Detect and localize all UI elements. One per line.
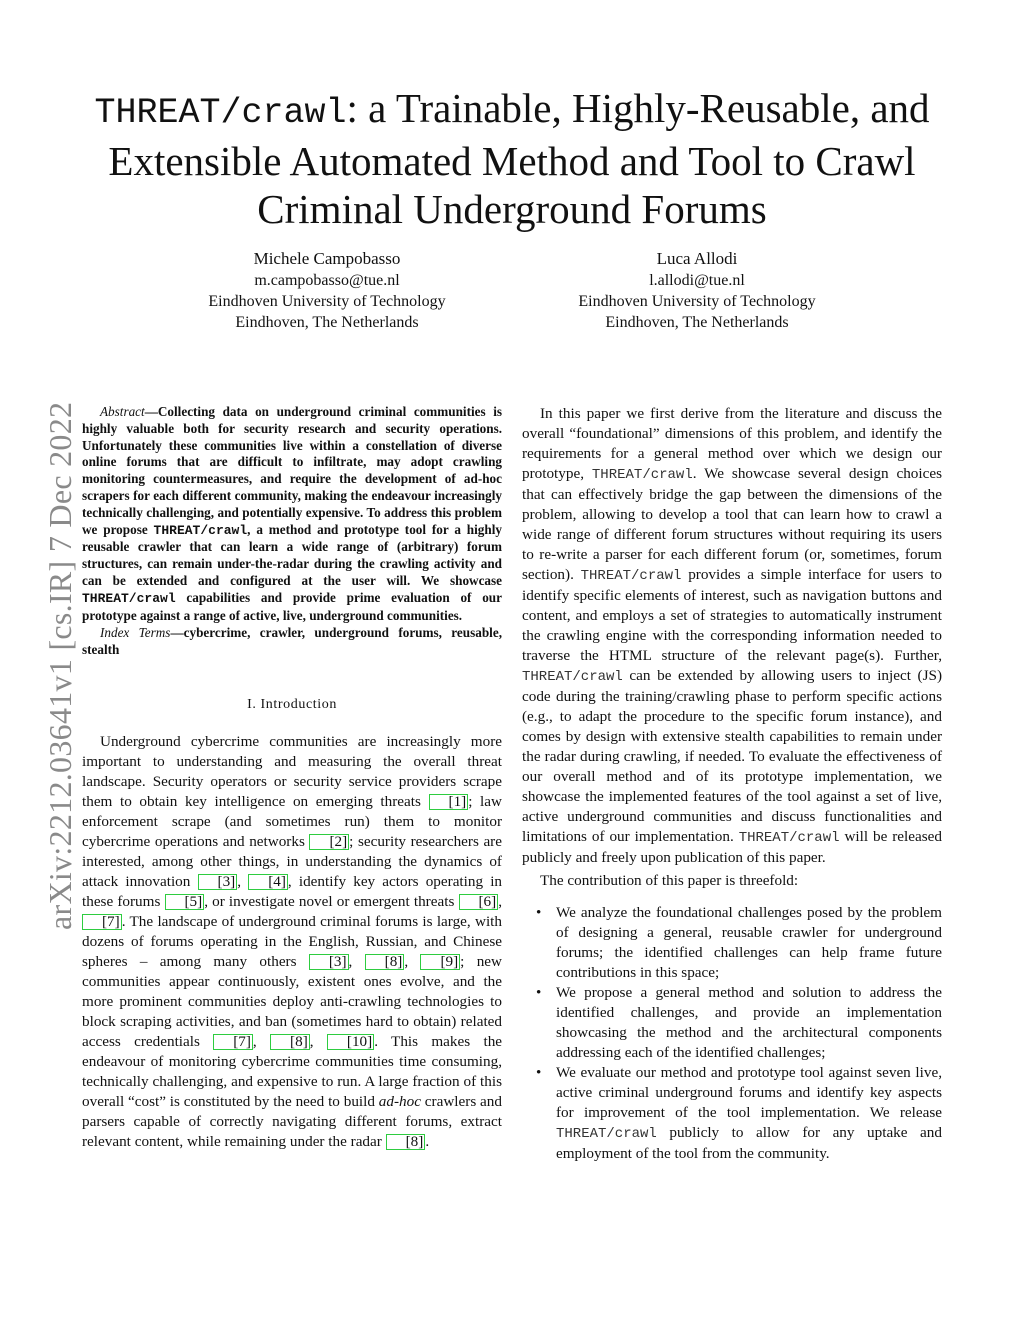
abstract: Abstract—Collecting data on underground criminal communities is highly valuable both for security research and security operations. Unfortunately these communities live within a constellation of diverse online forums that are difficult to infiltrate, may adopt crawling monitoring countermeasures, and require the development of ad-hoc scrapers for each different community, making the endeavour increasingly technically challenging, and potentially expensive. To address this problem we propose THREAT/crawl, a method and prototype tool for a highly reusable crawler that can learn a wide range of (arbitrary) forum structures, can remain under-the-radar during the crawling activity and can be extended and configured at the user will. We showcase THREAT/crawl capabilities and provide prime evaluation of our prototype against a range of active, live, underground communities. (82, 404, 502, 623)
contribution-intro: The contribution of this paper is threefold: (540, 872, 799, 889)
citation-link[interactable]: [8] (386, 1134, 426, 1150)
paper-title (80, 84, 944, 233)
author-affiliation: Eindhoven University of Technology (578, 293, 816, 310)
tool-name: THREAT/crawl (82, 590, 176, 606)
citation-link[interactable]: [10] (327, 1034, 374, 1050)
citation-link[interactable]: [4] (248, 874, 288, 890)
author-email: m.campobasso@tue.nl (254, 272, 400, 289)
citation-link[interactable]: [3] (309, 954, 349, 970)
author-name: Luca Allodi (656, 249, 738, 268)
list-item: • We analyze the foundational challenges posed by the problem of designing a general, reusable crawler for underground forums; the identified challenges can help frame future contributions in this space; (522, 903, 942, 983)
section-heading: I. Introduction (247, 696, 337, 712)
arxiv-identifier: arXiv:2212.03641v1 [cs.IR] 7 Dec 2022 (42, 401, 78, 930)
tool-name: THREAT/crawl (738, 830, 840, 846)
list-item: • We evaluate our method and prototype tool against seven live, active criminal underground forums and identify key aspects for improvement of the tool implementation. We release THREAT/crawl publicly to allow for any uptake and employment of the tool from the community. (522, 1063, 942, 1164)
citation-link[interactable]: [5] (165, 894, 205, 910)
citation-link[interactable]: [8] (365, 954, 405, 970)
contribution-list (522, 903, 942, 1164)
list-item: • We propose a general method and solution to address the identified challenges, and provide an implementation showcasing the method and the architectural components addressing each of the identified challenges; (522, 983, 942, 1063)
citation-link[interactable]: [3] (198, 874, 238, 890)
body-paragraph: In this paper we first derive from the literature and discuss the overall “foundational” dimensions of this problem, and identify the requirements for a general method over which we design our prototype, THREAT/crawl. We showcase several design choices that can effectively bridge the gap between the dimensions of the problem, allowing to develop a tool that can learn how to crawl a wide range of different forum structures without requiring its users to re-write a parser for each different forum (or, sometimes, forum section). THREAT/crawl provides a simple interface for users to identify specific elements of interest, such as navigation buttons and content, and employs a set of strategies to automatically instrument the crawling engine with the corresponding information needed to traverse the HTML structure of the relevant page(s). Further, THREAT/crawl can be extended by allowing users to inject (JS) code during the training/crawling phase to perform specific actions (e.g., to adapt the procedure to the specific forum instance), and comes by design with extensive stealth capabilities to remain under the radar during crawling, if needed. To evaluate the effectiveness of our overall method and of its prototype implementation, we showcase the implemented features of the tool against a set of live, active underground communities and discuss functionalities and limitations of our implementation. THREAT/crawl will be released publicly and freely upon publication of this paper. (522, 405, 943, 866)
citation-link[interactable]: [8] (270, 1034, 310, 1050)
tool-name: THREAT/crawl (153, 522, 248, 538)
author-name: Michele Campobasso (253, 249, 401, 268)
left-column (82, 404, 502, 1152)
author-location: Eindhoven, The Netherlands (605, 314, 789, 331)
citation-link[interactable]: [1] (429, 794, 469, 810)
tool-name: THREAT/crawl (591, 467, 693, 483)
citation-link[interactable]: [2] (309, 834, 349, 850)
author-block-1 (167, 248, 487, 333)
tool-name: THREAT/crawl (580, 568, 682, 584)
tool-name: THREAT/crawl (522, 669, 623, 685)
author-affiliation: Eindhoven University of Technology (208, 293, 446, 310)
author-location: Eindhoven, The Netherlands (235, 314, 419, 331)
citation-link[interactable]: [9] (420, 954, 460, 970)
right-column (522, 404, 942, 1164)
citation-link[interactable]: [7] (82, 914, 122, 930)
title-text: : a Trainable, Highly-Reusable, and Extensible Automated Method and Tool to Crawl Criminal Underground Forums (108, 85, 930, 232)
title-tool-name: THREAT/crawl (94, 93, 347, 133)
citation-link[interactable]: [6] (459, 894, 499, 910)
tool-name: THREAT/crawl (556, 1126, 657, 1142)
author-block-2 (537, 248, 857, 333)
index-terms: Index Terms—cybercrime, crawler, underground forums, reusable, stealth (82, 625, 502, 658)
citation-link[interactable]: [7] (213, 1034, 253, 1050)
arxiv-sidebar (0, 372, 78, 930)
author-email: l.allodi@tue.nl (649, 272, 745, 289)
index-terms-label: Index Terms (100, 625, 171, 641)
abstract-label: Abstract (100, 404, 145, 419)
intro-paragraph: Underground cybercrime communities are increasingly more important to understanding and measuring the overall threat landscape. Security operators or security service providers scrape them to obtain key intelligence on emerging threats [1] ; law enforcement scrape (and sometimes run) them to monitor cybercrime operations and networks [2] ; security researchers are interested, among other things, in understanding the dynamics of attack innovation [3] , [4] , identify key actors operating in these forums [5] , or investigate novel or emergent threats [6] , [7] . The landscape of underground criminal forums is large, with dozens of forums operating in the English, Russian, and Chinese spheres – among many others [3] , [8] , [9] ; new communities appear continuously, existent ones evolve, and the more prominent communities deploy anti-crawling technologies to block scraping activities, and ban (sometimes hard to obtain) related access credentials [7] , [8] , [10] . This makes the endeavour of monitoring cybercrime communities time consuming, technically challenging, and expensive to run. A large fraction of this overall “cost” is constituted by the need to build ad-hoc crawlers and parsers capable of correctly navigating different forums, extract relevant content, while remaining under the radar [8] . (82, 732, 503, 1150)
